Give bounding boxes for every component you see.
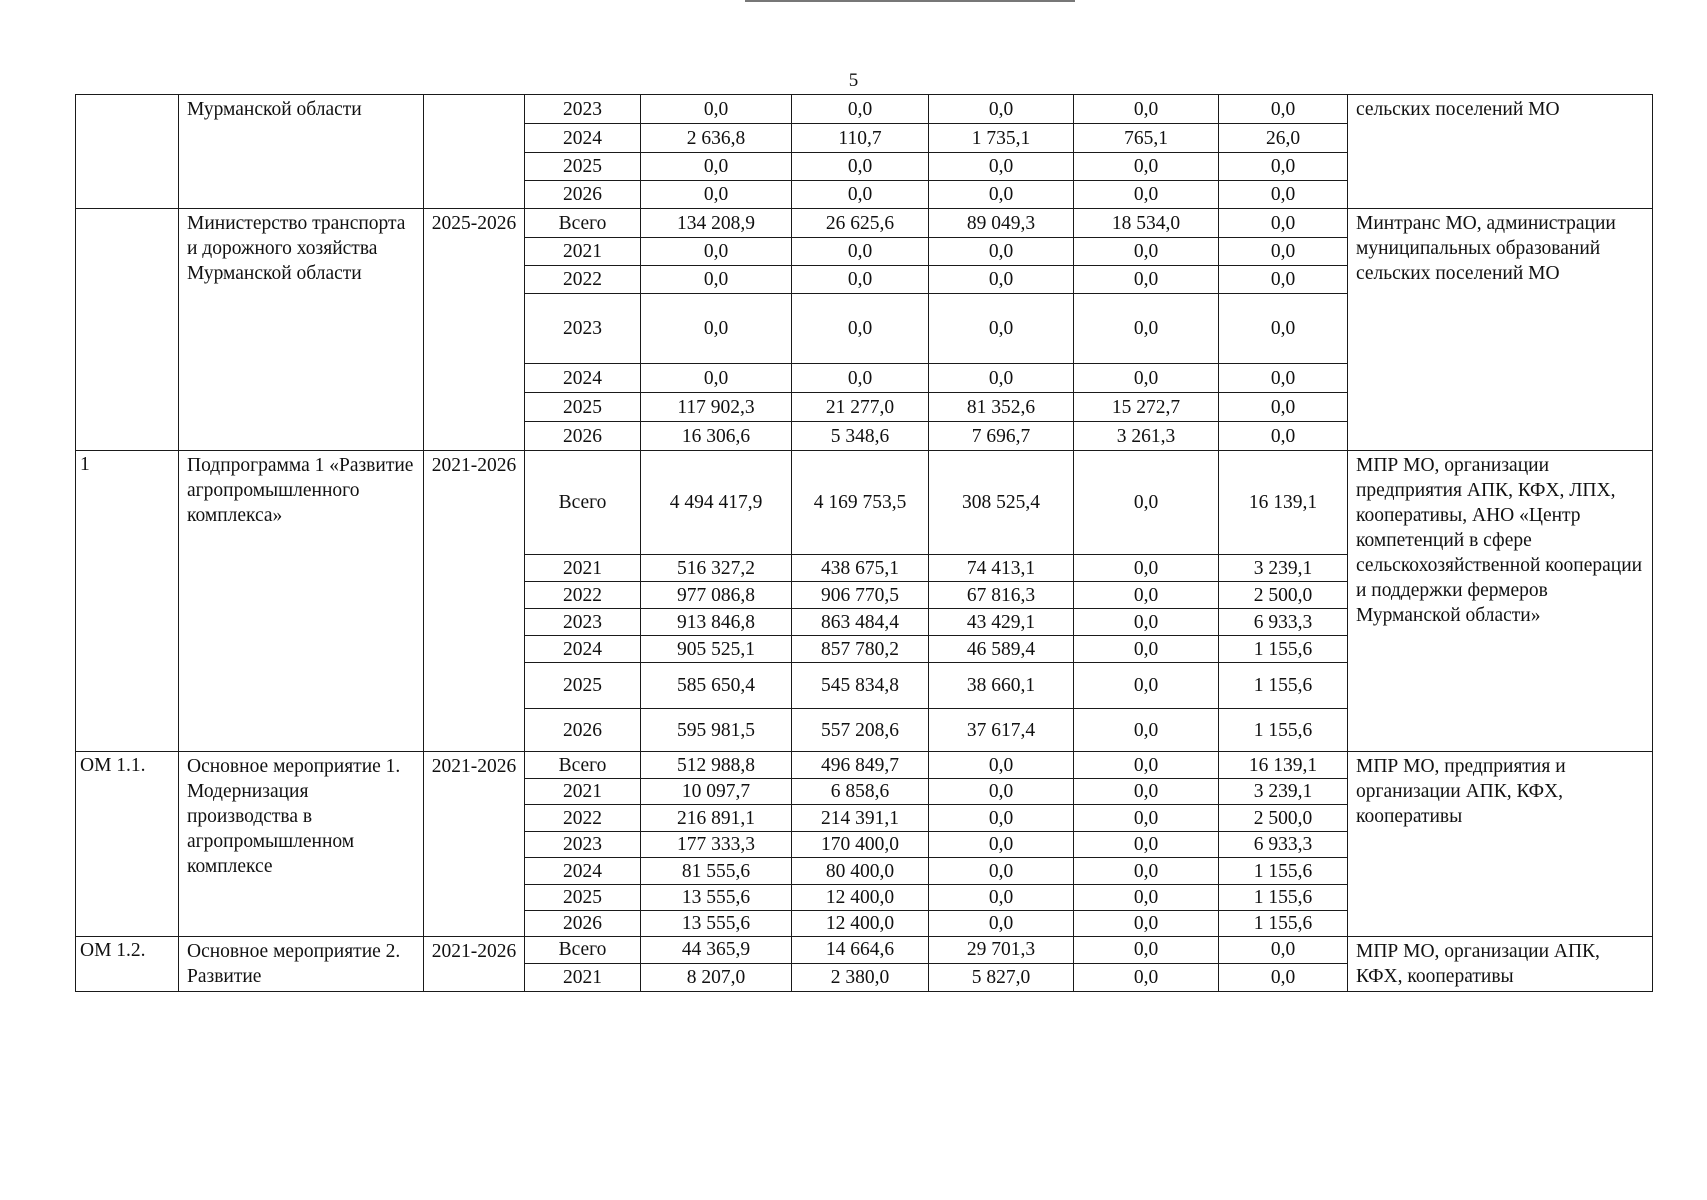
year-cell: 2024: [525, 858, 641, 885]
year-cell: 2026: [525, 422, 641, 451]
total-cell: 81 555,6: [641, 858, 792, 885]
year-cell: 2024: [525, 636, 641, 663]
regional-budget-cell: 0,0: [929, 858, 1074, 885]
year-cell: 2021: [525, 238, 641, 266]
federal-budget-cell: 545 834,8: [792, 663, 929, 709]
regional-budget-cell: 0,0: [929, 153, 1074, 181]
regional-budget-cell: 0,0: [929, 95, 1074, 124]
municipal-budget-cell: 15 272,7: [1074, 393, 1219, 422]
federal-budget-cell: 438 675,1: [792, 555, 929, 582]
code-cell: ОМ 1.1.: [76, 752, 179, 937]
regional-budget-cell: 37 617,4: [929, 709, 1074, 752]
year-cell: 2022: [525, 266, 641, 294]
total-cell: 10 097,7: [641, 779, 792, 805]
regional-budget-cell: 46 589,4: [929, 636, 1074, 663]
period-cell: [424, 95, 525, 209]
federal-budget-cell: 14 664,6: [792, 937, 929, 964]
regional-budget-cell: 74 413,1: [929, 555, 1074, 582]
total-cell: 16 306,6: [641, 422, 792, 451]
total-cell: 134 208,9: [641, 209, 792, 238]
regional-budget-cell: 0,0: [929, 181, 1074, 209]
federal-budget-cell: 12 400,0: [792, 911, 929, 937]
total-cell: 177 333,3: [641, 832, 792, 858]
federal-budget-cell: 0,0: [792, 364, 929, 393]
regional-budget-cell: 43 429,1: [929, 609, 1074, 636]
total-cell: 516 327,2: [641, 555, 792, 582]
municipal-budget-cell: 0,0: [1074, 181, 1219, 209]
municipal-budget-cell: 0,0: [1074, 709, 1219, 752]
other-sources-cell: 1 155,6: [1219, 663, 1348, 709]
other-sources-cell: 0,0: [1219, 937, 1348, 964]
regional-budget-cell: 7 696,7: [929, 422, 1074, 451]
federal-budget-cell: 2 380,0: [792, 963, 929, 991]
regional-budget-cell: 89 049,3: [929, 209, 1074, 238]
program-name-cell: Министерство транспорта и дорожного хозяйства Мурманской области: [179, 209, 424, 451]
municipal-budget-cell: 0,0: [1074, 153, 1219, 181]
regional-budget-cell: 0,0: [929, 294, 1074, 364]
program-name-cell: Основное мероприятие 2. Развитие: [179, 937, 424, 992]
municipal-budget-cell: 0,0: [1074, 451, 1219, 555]
municipal-budget-cell: 0,0: [1074, 238, 1219, 266]
other-sources-cell: 3 239,1: [1219, 779, 1348, 805]
municipal-budget-cell: 0,0: [1074, 779, 1219, 805]
year-cell: 2025: [525, 393, 641, 422]
regional-budget-cell: 0,0: [929, 911, 1074, 937]
municipal-budget-cell: 0,0: [1074, 95, 1219, 124]
other-sources-cell: 6 933,3: [1219, 609, 1348, 636]
regional-budget-cell: 67 816,3: [929, 582, 1074, 609]
program-name-cell: Мурманской области: [179, 95, 424, 209]
other-sources-cell: 2 500,0: [1219, 582, 1348, 609]
municipal-budget-cell: 0,0: [1074, 636, 1219, 663]
federal-budget-cell: 0,0: [792, 266, 929, 294]
year-cell: 2022: [525, 805, 641, 832]
federal-budget-cell: 0,0: [792, 238, 929, 266]
table-row: [76, 95, 1653, 124]
municipal-budget-cell: 0,0: [1074, 266, 1219, 294]
code-cell: 1: [76, 451, 179, 752]
municipal-budget-cell: 0,0: [1074, 911, 1219, 937]
year-cell: Всего: [525, 209, 641, 238]
year-cell: 2022: [525, 582, 641, 609]
program-name-cell: Подпрограмма 1 «Развитие агропромышленного комплекса»: [179, 451, 424, 752]
municipal-budget-cell: 0,0: [1074, 805, 1219, 832]
budget-table: [75, 94, 1653, 992]
code-cell: ОМ 1.2.: [76, 937, 179, 992]
year-cell: 2023: [525, 95, 641, 124]
other-sources-cell: 6 933,3: [1219, 832, 1348, 858]
total-cell: 585 650,4: [641, 663, 792, 709]
year-cell: 2025: [525, 885, 641, 911]
other-sources-cell: 1 155,6: [1219, 911, 1348, 937]
total-cell: 0,0: [641, 153, 792, 181]
table-row: [76, 209, 1653, 238]
municipal-budget-cell: 0,0: [1074, 885, 1219, 911]
regional-budget-cell: 5 827,0: [929, 963, 1074, 991]
municipal-budget-cell: 0,0: [1074, 555, 1219, 582]
code-cell: [76, 209, 179, 451]
regional-budget-cell: 1 735,1: [929, 124, 1074, 153]
other-sources-cell: 16 139,1: [1219, 451, 1348, 555]
year-cell: 2023: [525, 294, 641, 364]
other-sources-cell: 0,0: [1219, 181, 1348, 209]
executor-cell: Минтранс МО, администрации муниципальных образований сельских поселений МО: [1348, 209, 1653, 451]
program-name-cell: Основное мероприятие 1. Модернизация производства в агропромышленном комплексе: [179, 752, 424, 937]
municipal-budget-cell: 0,0: [1074, 582, 1219, 609]
municipal-budget-cell: 0,0: [1074, 752, 1219, 779]
regional-budget-cell: 0,0: [929, 779, 1074, 805]
other-sources-cell: 26,0: [1219, 124, 1348, 153]
total-cell: 2 636,8: [641, 124, 792, 153]
regional-budget-cell: 0,0: [929, 266, 1074, 294]
federal-budget-cell: 4 169 753,5: [792, 451, 929, 555]
total-cell: 0,0: [641, 294, 792, 364]
regional-budget-cell: 0,0: [929, 364, 1074, 393]
total-cell: 4 494 417,9: [641, 451, 792, 555]
other-sources-cell: 16 139,1: [1219, 752, 1348, 779]
total-cell: 0,0: [641, 238, 792, 266]
municipal-budget-cell: 0,0: [1074, 609, 1219, 636]
federal-budget-cell: 0,0: [792, 294, 929, 364]
period-cell: 2021-2026: [424, 752, 525, 937]
regional-budget-cell: 308 525,4: [929, 451, 1074, 555]
page-number: 5: [848, 70, 859, 91]
municipal-budget-cell: 18 534,0: [1074, 209, 1219, 238]
total-cell: 117 902,3: [641, 393, 792, 422]
federal-budget-cell: 12 400,0: [792, 885, 929, 911]
municipal-budget-cell: 0,0: [1074, 832, 1219, 858]
code-cell: [76, 95, 179, 209]
year-cell: 2026: [525, 181, 641, 209]
federal-budget-cell: 110,7: [792, 124, 929, 153]
other-sources-cell: 1 155,6: [1219, 636, 1348, 663]
municipal-budget-cell: 0,0: [1074, 963, 1219, 991]
other-sources-cell: 2 500,0: [1219, 805, 1348, 832]
regional-budget-cell: 38 660,1: [929, 663, 1074, 709]
federal-budget-cell: 80 400,0: [792, 858, 929, 885]
total-cell: 913 846,8: [641, 609, 792, 636]
federal-budget-cell: 21 277,0: [792, 393, 929, 422]
total-cell: 977 086,8: [641, 582, 792, 609]
total-cell: 595 981,5: [641, 709, 792, 752]
other-sources-cell: 0,0: [1219, 393, 1348, 422]
municipal-budget-cell: 765,1: [1074, 124, 1219, 153]
other-sources-cell: 0,0: [1219, 963, 1348, 991]
year-cell: 2026: [525, 709, 641, 752]
other-sources-cell: 0,0: [1219, 95, 1348, 124]
total-cell: 512 988,8: [641, 752, 792, 779]
other-sources-cell: 1 155,6: [1219, 885, 1348, 911]
total-cell: 905 525,1: [641, 636, 792, 663]
total-cell: 0,0: [641, 266, 792, 294]
federal-budget-cell: 496 849,7: [792, 752, 929, 779]
other-sources-cell: 0,0: [1219, 266, 1348, 294]
year-cell: 2025: [525, 153, 641, 181]
federal-budget-cell: 26 625,6: [792, 209, 929, 238]
regional-budget-cell: 29 701,3: [929, 937, 1074, 964]
regional-budget-cell: 0,0: [929, 885, 1074, 911]
federal-budget-cell: 5 348,6: [792, 422, 929, 451]
executor-cell: МПР МО, предприятия и организации АПК, КФХ, кооперативы: [1348, 752, 1653, 937]
header-rule: [745, 0, 1075, 2]
other-sources-cell: 0,0: [1219, 364, 1348, 393]
year-cell: 2021: [525, 963, 641, 991]
municipal-budget-cell: 0,0: [1074, 294, 1219, 364]
total-cell: 8 207,0: [641, 963, 792, 991]
federal-budget-cell: 170 400,0: [792, 832, 929, 858]
federal-budget-cell: 557 208,6: [792, 709, 929, 752]
other-sources-cell: 1 155,6: [1219, 709, 1348, 752]
regional-budget-cell: 81 352,6: [929, 393, 1074, 422]
year-cell: 2026: [525, 911, 641, 937]
year-cell: Всего: [525, 752, 641, 779]
period-cell: 2021-2026: [424, 937, 525, 992]
year-cell: 2025: [525, 663, 641, 709]
federal-budget-cell: 0,0: [792, 181, 929, 209]
regional-budget-cell: 0,0: [929, 238, 1074, 266]
year-cell: 2024: [525, 364, 641, 393]
federal-budget-cell: 857 780,2: [792, 636, 929, 663]
table-row: [76, 937, 1653, 964]
table-row: [76, 451, 1653, 555]
municipal-budget-cell: 0,0: [1074, 937, 1219, 964]
other-sources-cell: 0,0: [1219, 238, 1348, 266]
year-cell: Всего: [525, 937, 641, 964]
total-cell: 13 555,6: [641, 911, 792, 937]
period-cell: 2025-2026: [424, 209, 525, 451]
total-cell: 0,0: [641, 95, 792, 124]
total-cell: 216 891,1: [641, 805, 792, 832]
period-cell: 2021-2026: [424, 451, 525, 752]
federal-budget-cell: 0,0: [792, 95, 929, 124]
year-cell: 2024: [525, 124, 641, 153]
other-sources-cell: 0,0: [1219, 294, 1348, 364]
regional-budget-cell: 0,0: [929, 805, 1074, 832]
executor-cell: МПР МО, организации предприятия АПК, КФХ, ЛПХ, кооперативы, АНО «Центр компетенций в сфере сельскохозяйственной кооперации и поддержки фермеров Мурманской области»: [1348, 451, 1653, 752]
municipal-budget-cell: 0,0: [1074, 663, 1219, 709]
table-row: [76, 752, 1653, 779]
year-cell: 2023: [525, 609, 641, 636]
executor-cell: сельских поселений МО: [1348, 95, 1653, 209]
year-cell: 2023: [525, 832, 641, 858]
total-cell: 44 365,9: [641, 937, 792, 964]
municipal-budget-cell: 0,0: [1074, 364, 1219, 393]
year-cell: 2021: [525, 555, 641, 582]
executor-cell: МПР МО, организации АПК, КФХ, кооперативы: [1348, 937, 1653, 992]
year-cell: 2021: [525, 779, 641, 805]
regional-budget-cell: 0,0: [929, 752, 1074, 779]
other-sources-cell: 0,0: [1219, 153, 1348, 181]
municipal-budget-cell: 3 261,3: [1074, 422, 1219, 451]
regional-budget-cell: 0,0: [929, 832, 1074, 858]
other-sources-cell: 0,0: [1219, 209, 1348, 238]
municipal-budget-cell: 0,0: [1074, 858, 1219, 885]
other-sources-cell: 3 239,1: [1219, 555, 1348, 582]
year-cell: Всего: [525, 451, 641, 555]
federal-budget-cell: 214 391,1: [792, 805, 929, 832]
federal-budget-cell: 863 484,4: [792, 609, 929, 636]
other-sources-cell: 1 155,6: [1219, 858, 1348, 885]
total-cell: 0,0: [641, 364, 792, 393]
other-sources-cell: 0,0: [1219, 422, 1348, 451]
federal-budget-cell: 6 858,6: [792, 779, 929, 805]
total-cell: 13 555,6: [641, 885, 792, 911]
total-cell: 0,0: [641, 181, 792, 209]
federal-budget-cell: 906 770,5: [792, 582, 929, 609]
federal-budget-cell: 0,0: [792, 153, 929, 181]
